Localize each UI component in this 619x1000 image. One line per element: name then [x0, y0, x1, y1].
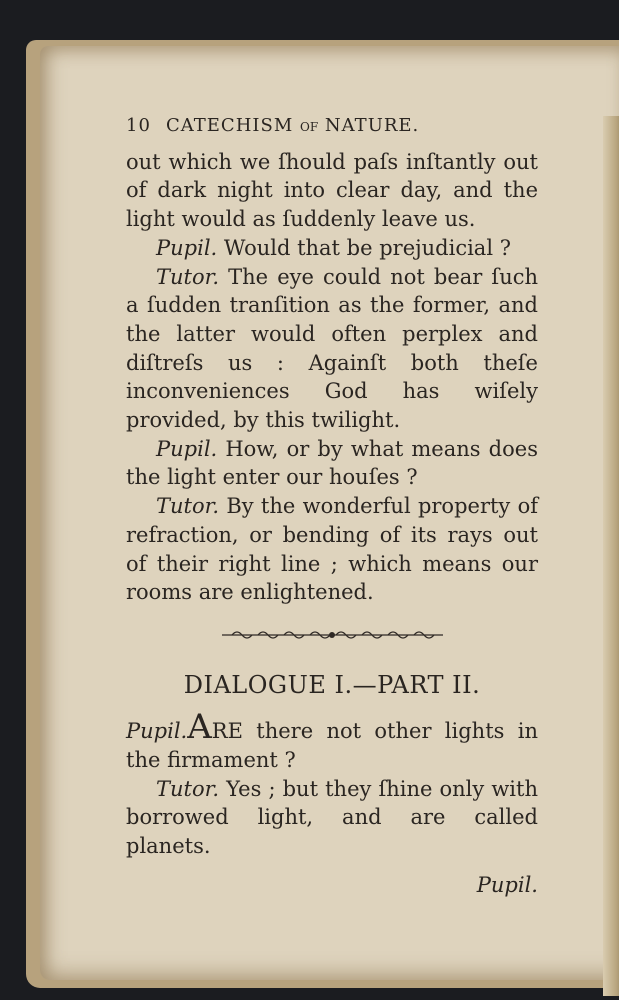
page-gutter: [603, 116, 619, 996]
paragraph-pupil-3: [126, 707, 538, 774]
speaker-label: Pupil.: [156, 235, 218, 260]
drop-capital: A: [187, 707, 212, 748]
speaker-label: Tutor.: [156, 494, 220, 519]
paragraph-tutor-3: [126, 775, 538, 861]
paragraph-tutor-2: [126, 492, 538, 607]
page-text: [126, 112, 538, 900]
speaker-label: Pupil.: [126, 719, 188, 744]
running-title-part2: NATURE.: [324, 115, 420, 136]
paragraph-text: Yes ; but they ſhine only with borrowed light, and are called planets.: [126, 776, 538, 859]
running-title-part1: CATECHISM: [166, 115, 294, 136]
paragraph-text: The eye could not bear ſuch a ſudden tranſition as the former, and the latter would often perplex and diſtreſs us : Againſt both theſe inconveniences God has wiſely provided, by this twilight.: [126, 264, 539, 433]
section-title: DIALOGUE I.—PART II.: [183, 670, 481, 699]
paragraph-text: Would that be prejudicial ?: [223, 235, 511, 260]
speaker-label: Tutor.: [156, 776, 220, 801]
catchword: Pupil.: [476, 872, 538, 897]
page-number: 10: [126, 115, 151, 136]
paragraph-text: out which we ſhould paſs inſtantly out of dark night into clear day, and the light would as ſuddenly leave us.: [126, 149, 538, 232]
paragraph-continuation: [126, 148, 538, 234]
paragraph-pupil-1: [126, 234, 538, 263]
running-title: [166, 112, 419, 142]
paragraph-pupil-2: [126, 435, 538, 492]
small-caps-word: RE: [211, 719, 243, 744]
ornamental-divider: [220, 629, 445, 641]
running-header: [126, 112, 538, 142]
paragraph-text: By the wonderful property of refraction, or bending of its rays out of their right line ; which means our rooms are enlightened.: [126, 494, 538, 605]
speaker-label: Tutor.: [156, 264, 220, 289]
speaker-label: Pupil.: [156, 436, 218, 461]
running-title-of: OF: [300, 120, 319, 134]
paragraph-text: there not other lights in the firmament ?: [126, 719, 538, 773]
paragraph-text: How, or by what means does the light enter our houſes ?: [126, 436, 538, 490]
paragraph-tutor-1: [126, 263, 538, 435]
